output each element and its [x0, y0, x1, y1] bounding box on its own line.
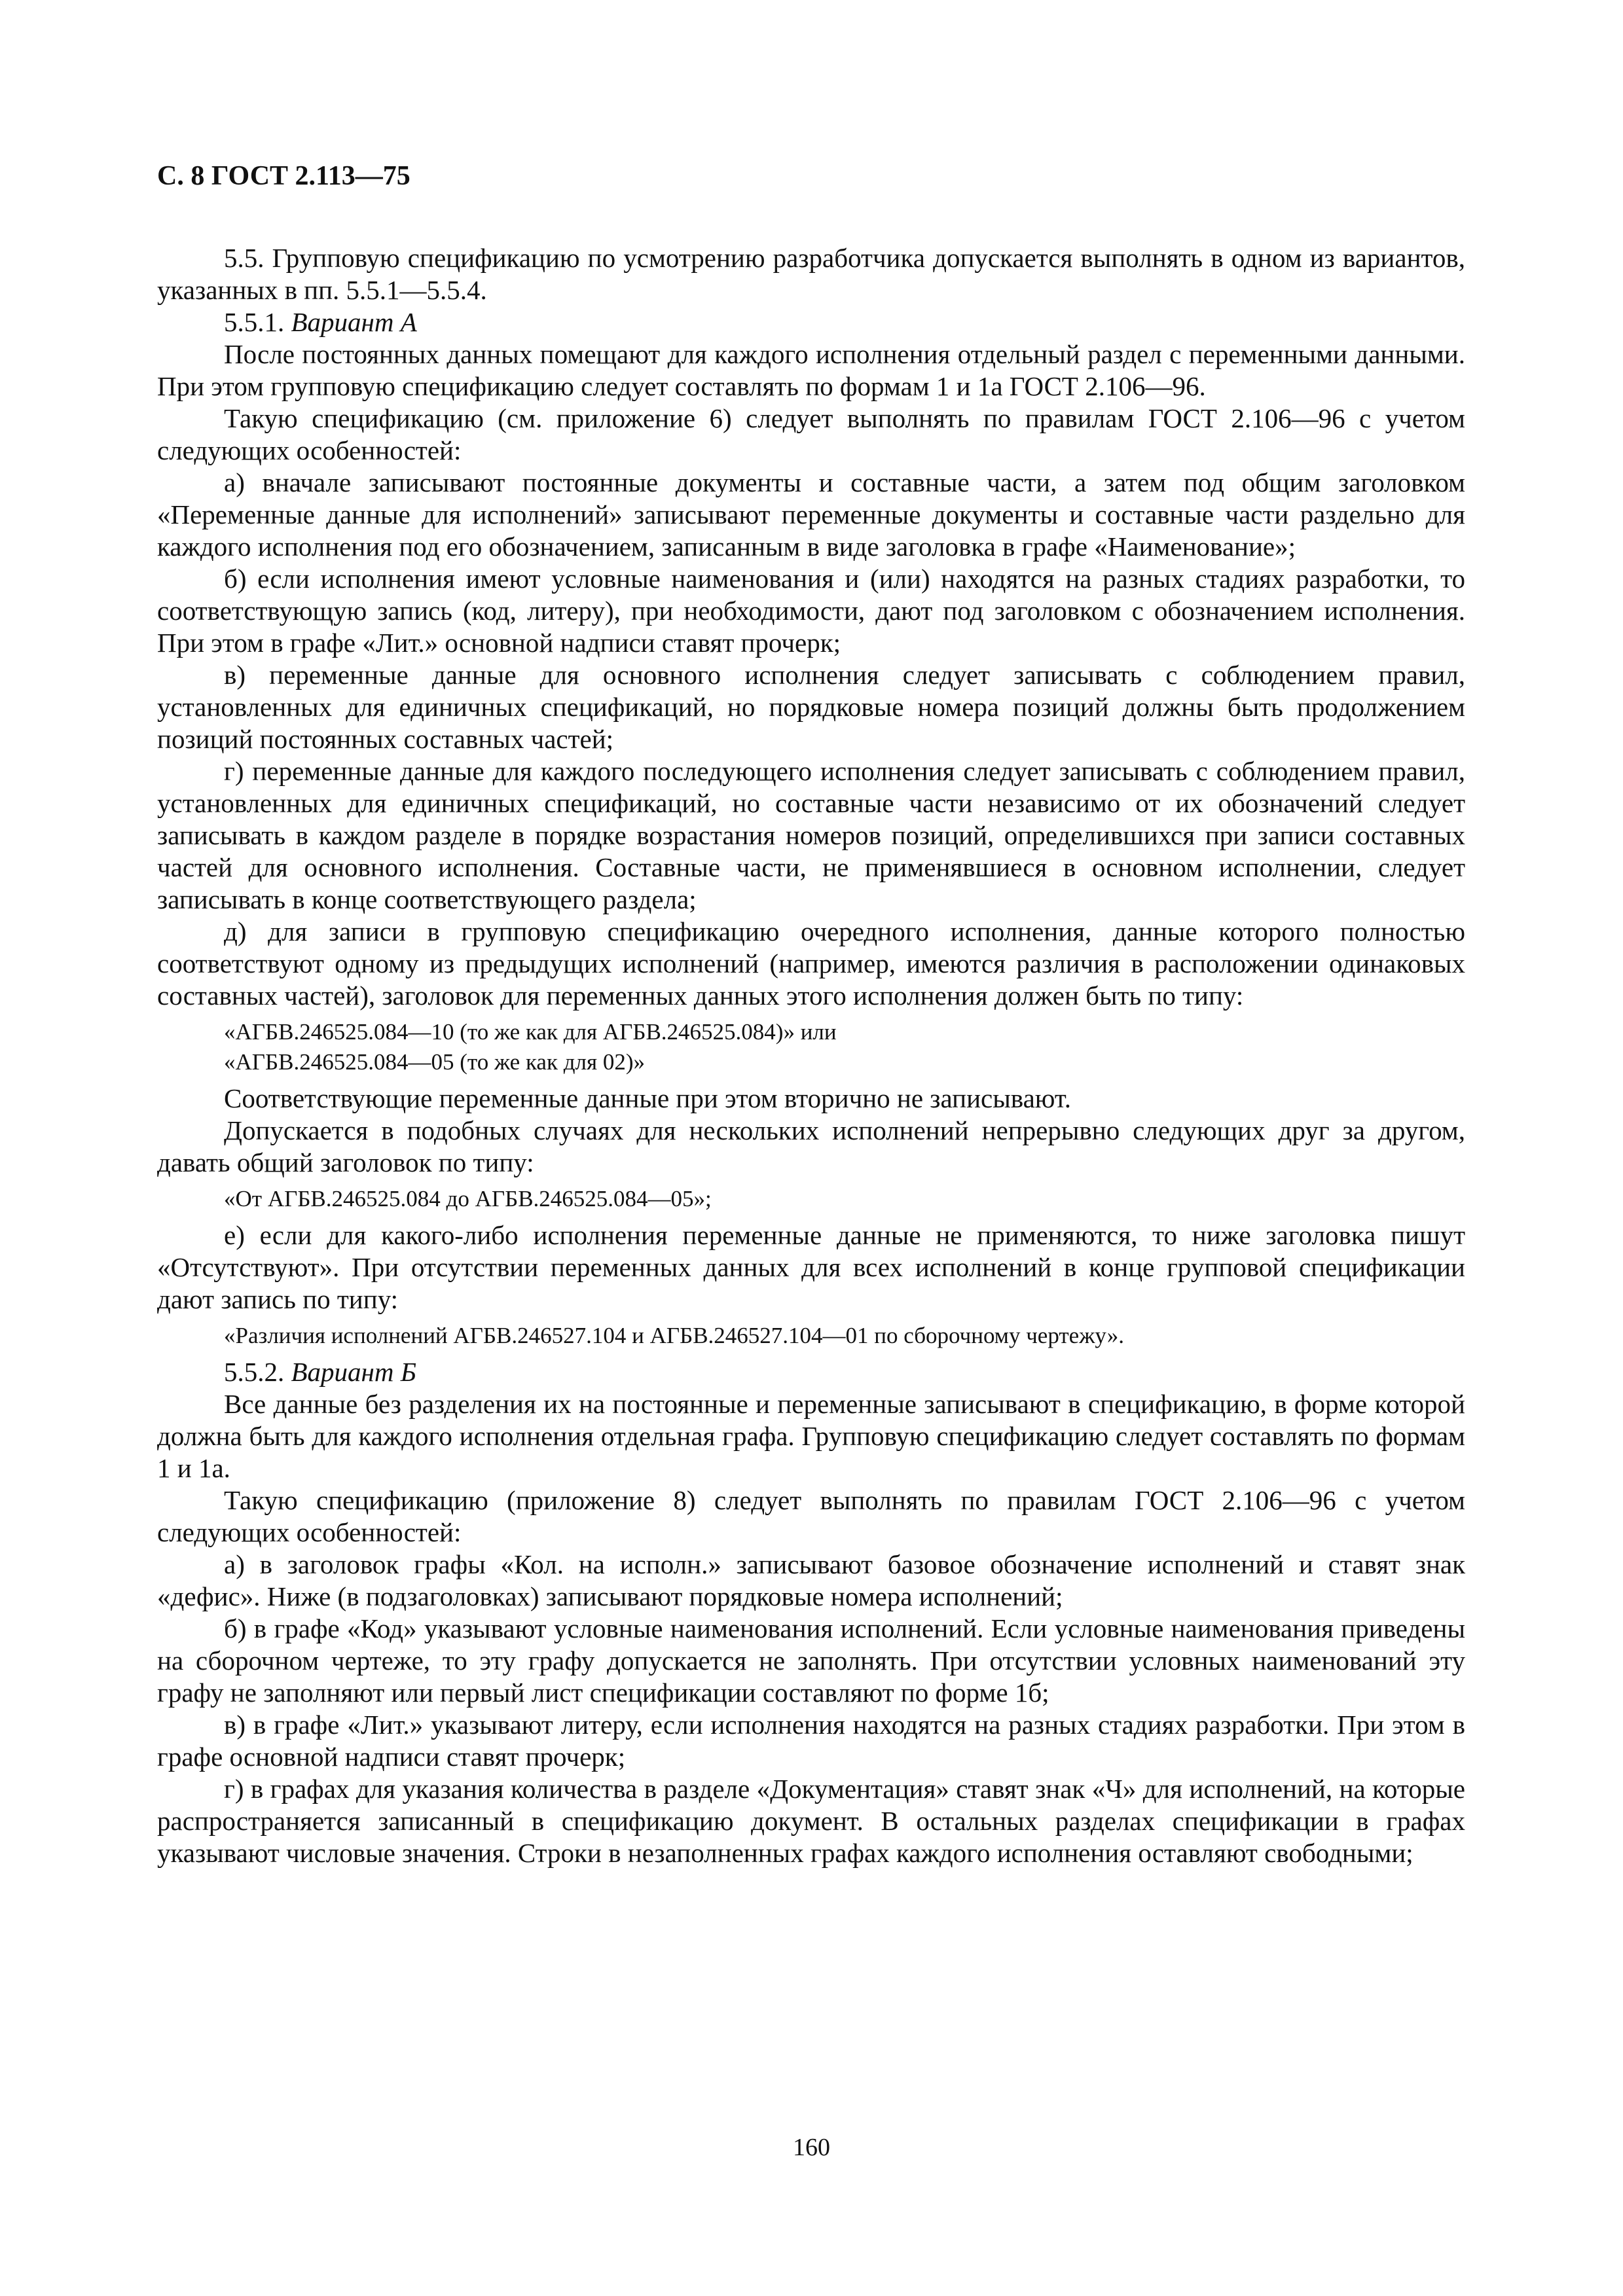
list-item-b: б) в графе «Код» указывают условные наименования исполнений. Если условные наименования приведены на сборочном чертеже, то эту графу допускается не заполнять. При отсутствии условных наименований эту графу не заполняют или первый лист спецификации составляют по форме 1б;	[157, 1613, 1465, 1708]
list-item-e: е) если для какого-либо исполнения переменные данные не применяются, то ниже заголовка пишут «Отсутствуют». При отсутствии переменных данных для всех исполнений в конце групповой спецификации дают запись по типу:	[157, 1220, 1465, 1314]
clause-title: Вариант Б	[291, 1357, 416, 1387]
list-item-v: в) в графе «Лит.» указывают литеру, если исполнения находятся на разных стадиях разработки. При этом в графе основной надписи ставят прочерк;	[157, 1710, 1465, 1772]
list-item-a: а) вначале записывают постоянные документы и составные части, а затем под общим заголовком «Переменные данные для исполнений» записывают переменные документы и составные части раздельно для каждого исполнения под его обозначением, записанным в виде заголовка в графе «Наименование»;	[157, 467, 1465, 562]
list-item-a: а) в заголовок графы «Кол. на исполн.» записывают базовое обозначение исполнений и ставят знак «дефис». Ниже (в подзаголовках) записывают порядковые номера исполнений;	[157, 1549, 1465, 1611]
page-number: 160	[793, 2134, 830, 2161]
paragraph-5-5: 5.5. Групповую спецификацию по усмотрению разработчика допускается выполнять в одном из вариантов, указанных в пп. 5.5.1—5.5.4.	[157, 243, 1465, 305]
clause-title: Вариант А	[291, 307, 417, 337]
example-line: «АГБВ.246525.084—10 (то же как для АГБВ.246525.084)» или	[224, 1019, 837, 1045]
example-line: «От АГБВ.246525.084 до АГБВ.246525.084—05»;	[224, 1186, 712, 1211]
paragraph: Такую спецификацию (приложение 8) следует выполнять по правилам ГОСТ 2.106—96 с учетом следующих особенностей:	[157, 1485, 1465, 1547]
list-item-b: б) если исполнения имеют условные наименования и (или) находятся на разных стадиях разработки, то соответствующую запись (код, литеру), при необходимости, дают под заголовком с обозначением исполнения. При этом в графе «Лит.» основной надписи ставят прочерк;	[157, 564, 1465, 658]
paragraph: После постоянных данных помещают для каждого исполнения отдельный раздел с переменными данными. При этом групповую спецификацию следует составлять по формам 1 и 1а ГОСТ 2.106—96.	[157, 339, 1465, 401]
example-line: «АГБВ.246525.084—05 (то же как для 02)»	[224, 1049, 645, 1075]
page-header: С. 8 ГОСТ 2.113—75	[157, 161, 410, 191]
list-item-v: в) переменные данные для основного исполнения следует записывать с соблюдением правил, установленных для единичных спецификаций, но порядковые номера позиций должны быть продолжением позиций постоянных составных частей;	[157, 660, 1465, 754]
paragraph-5-5-2-heading	[157, 1356, 1465, 1388]
clause-number: 5.5.1.	[224, 307, 291, 337]
paragraph: Все данные без разделения их на постоянные и переменные записывают в спецификацию, в форме которой должна быть для каждого исполнения отдельная графа. Групповую спецификацию следует составлять по формам 1 и 1а.	[157, 1389, 1465, 1483]
clause-number: 5.5.2.	[224, 1357, 291, 1387]
list-item-g: г) в графах для указания количества в разделе «Документация» ставят знак «Ч» для исполнений, на которые распространяется записанный в спецификацию документ. В остальных разделах спецификации в графах указывают числовые значения. Строки в незаполненных графах каждого исполнения оставляют свободными;	[157, 1774, 1465, 1868]
list-item-d: д) для записи в групповую спецификацию очередного исполнения, данные которого полностью соответствуют одному из предыдущих исполнений (например, имеются различия в расположении одинаковых составных частей), заголовок для переменных данных этого исполнения должен быть по типу:	[157, 916, 1465, 1011]
paragraph: Допускается в подобных случаях для нескольких исполнений непрерывно следующих друг за другом, давать общий заголовок по типу:	[157, 1115, 1465, 1177]
example-line: «Различия исполнений АГБВ.246527.104 и АГБВ.246527.104—01 по сборочному чертежу».	[224, 1323, 1125, 1348]
paragraph-5-5-1-heading	[157, 306, 1465, 338]
list-item-g: г) переменные данные для каждого последующего исполнения следует записывать с соблюдением правил, установленных для единичных спецификаций, но составные части независимо от их обозначений следует записывать в каждом разделе в порядке возрастания номеров позиций, определившихся при записи составных частей для основного исполнения. Составные части, не применявшиеся в основном исполнении, следует записывать в конце соответствующего раздела;	[157, 756, 1465, 914]
paragraph: Соответствующие переменные данные при этом вторично не записывают.	[224, 1083, 1071, 1113]
paragraph: Такую спецификацию (см. приложение 6) следует выполнять по правилам ГОСТ 2.106—96 с учетом следующих особенностей:	[157, 403, 1465, 465]
document-body	[157, 242, 1465, 1869]
